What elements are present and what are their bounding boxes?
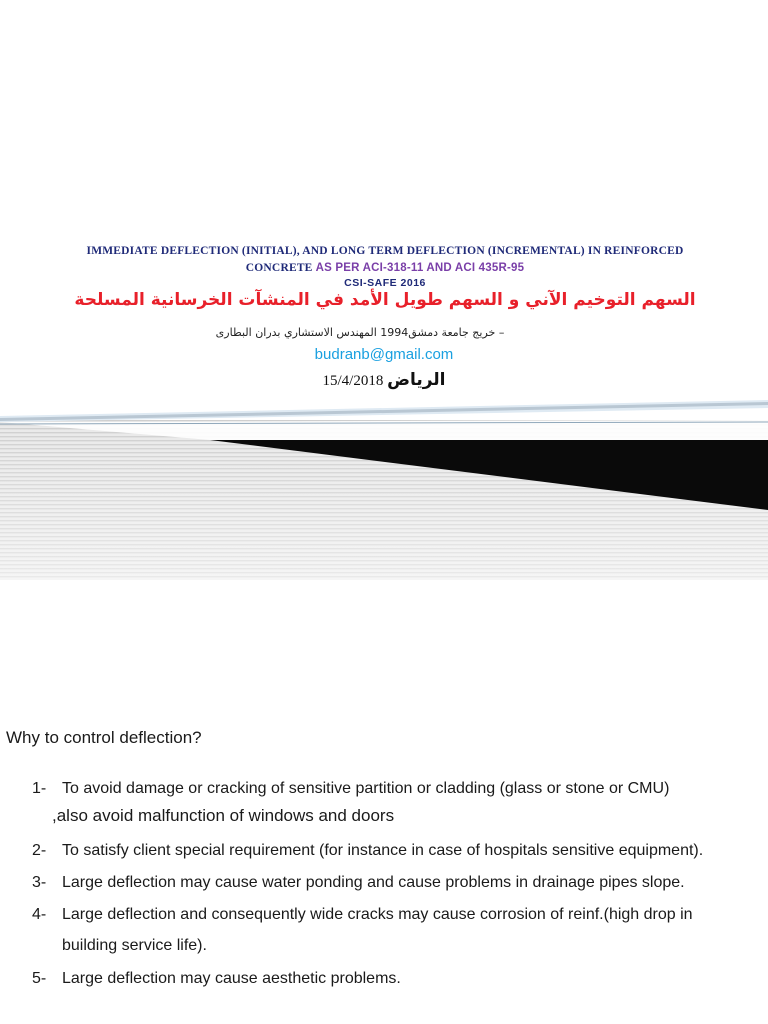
section-question: Why to control deflection? — [6, 728, 202, 747]
list-item-continuation: ,also avoid malfunction of windows and doors — [52, 806, 395, 825]
date: 15/4/2018 — [322, 373, 384, 389]
city: الرياض — [387, 370, 446, 390]
title-slide: IMMEDIATE DEFLECTION (INITIAL), AND LONG TERM DEFLECTION (INCREMENTAL) IN REINFORCED CONCRETE AS PER ACI-318-11 AND ACI 435R-95 CSI-SAFE 2016 السهم التوخيم الآني و السهم طويل الأمد في المنشآت الخرسانية المسلحة – خريج جامعة دمشق1994 المهندس الاستشاري بدران البطارى budranb@gmail.com 15/4/2018 الرياض Why to control deflection? 1- To avoid damage or cracking of sensitive partition or cladding (glass or stone or CMU) ,also avoid malfunction of windows and doors 2- To satisfy client special requirement (for instance in case of hospitals sensitive equipment). 3- Large deflection may cause water ponding and cause problems in drainage pipes slope. 4- Large deflection and consequently wide cracks may cause corrosion of reinf.(high drop in building service life). 5- Large deflection may cause aesthetic problems. — [0, 0, 768, 1024]
arabic-title: السهم التوخيم الآني و السهم طويل الأمد في المنشآت الخرسانية المسلحة — [74, 290, 696, 310]
code-reference: AS PER ACI-318-11 AND ACI 435R-95 — [315, 262, 525, 274]
title-line-2-prefix: CONCRETE — [245, 262, 313, 274]
date-line — [0, 370, 768, 390]
author-email[interactable]: budranb@gmail.com — [314, 346, 454, 363]
title-line-1: IMMEDIATE DEFLECTION (INITIAL), AND LONG TERM DEFLECTION (INCREMENTAL) IN REINFORCED — [86, 245, 684, 257]
arabic-author: – خريج جامعة دمشق1994 المهندس الاستشاري بدران البطارى — [215, 326, 505, 339]
software-name: CSI-SAFE 2016 — [344, 277, 426, 289]
list-item-continuation: building service life). — [62, 937, 207, 954]
decorative-banner — [0, 400, 768, 580]
title-line-2 — [40, 262, 730, 274]
